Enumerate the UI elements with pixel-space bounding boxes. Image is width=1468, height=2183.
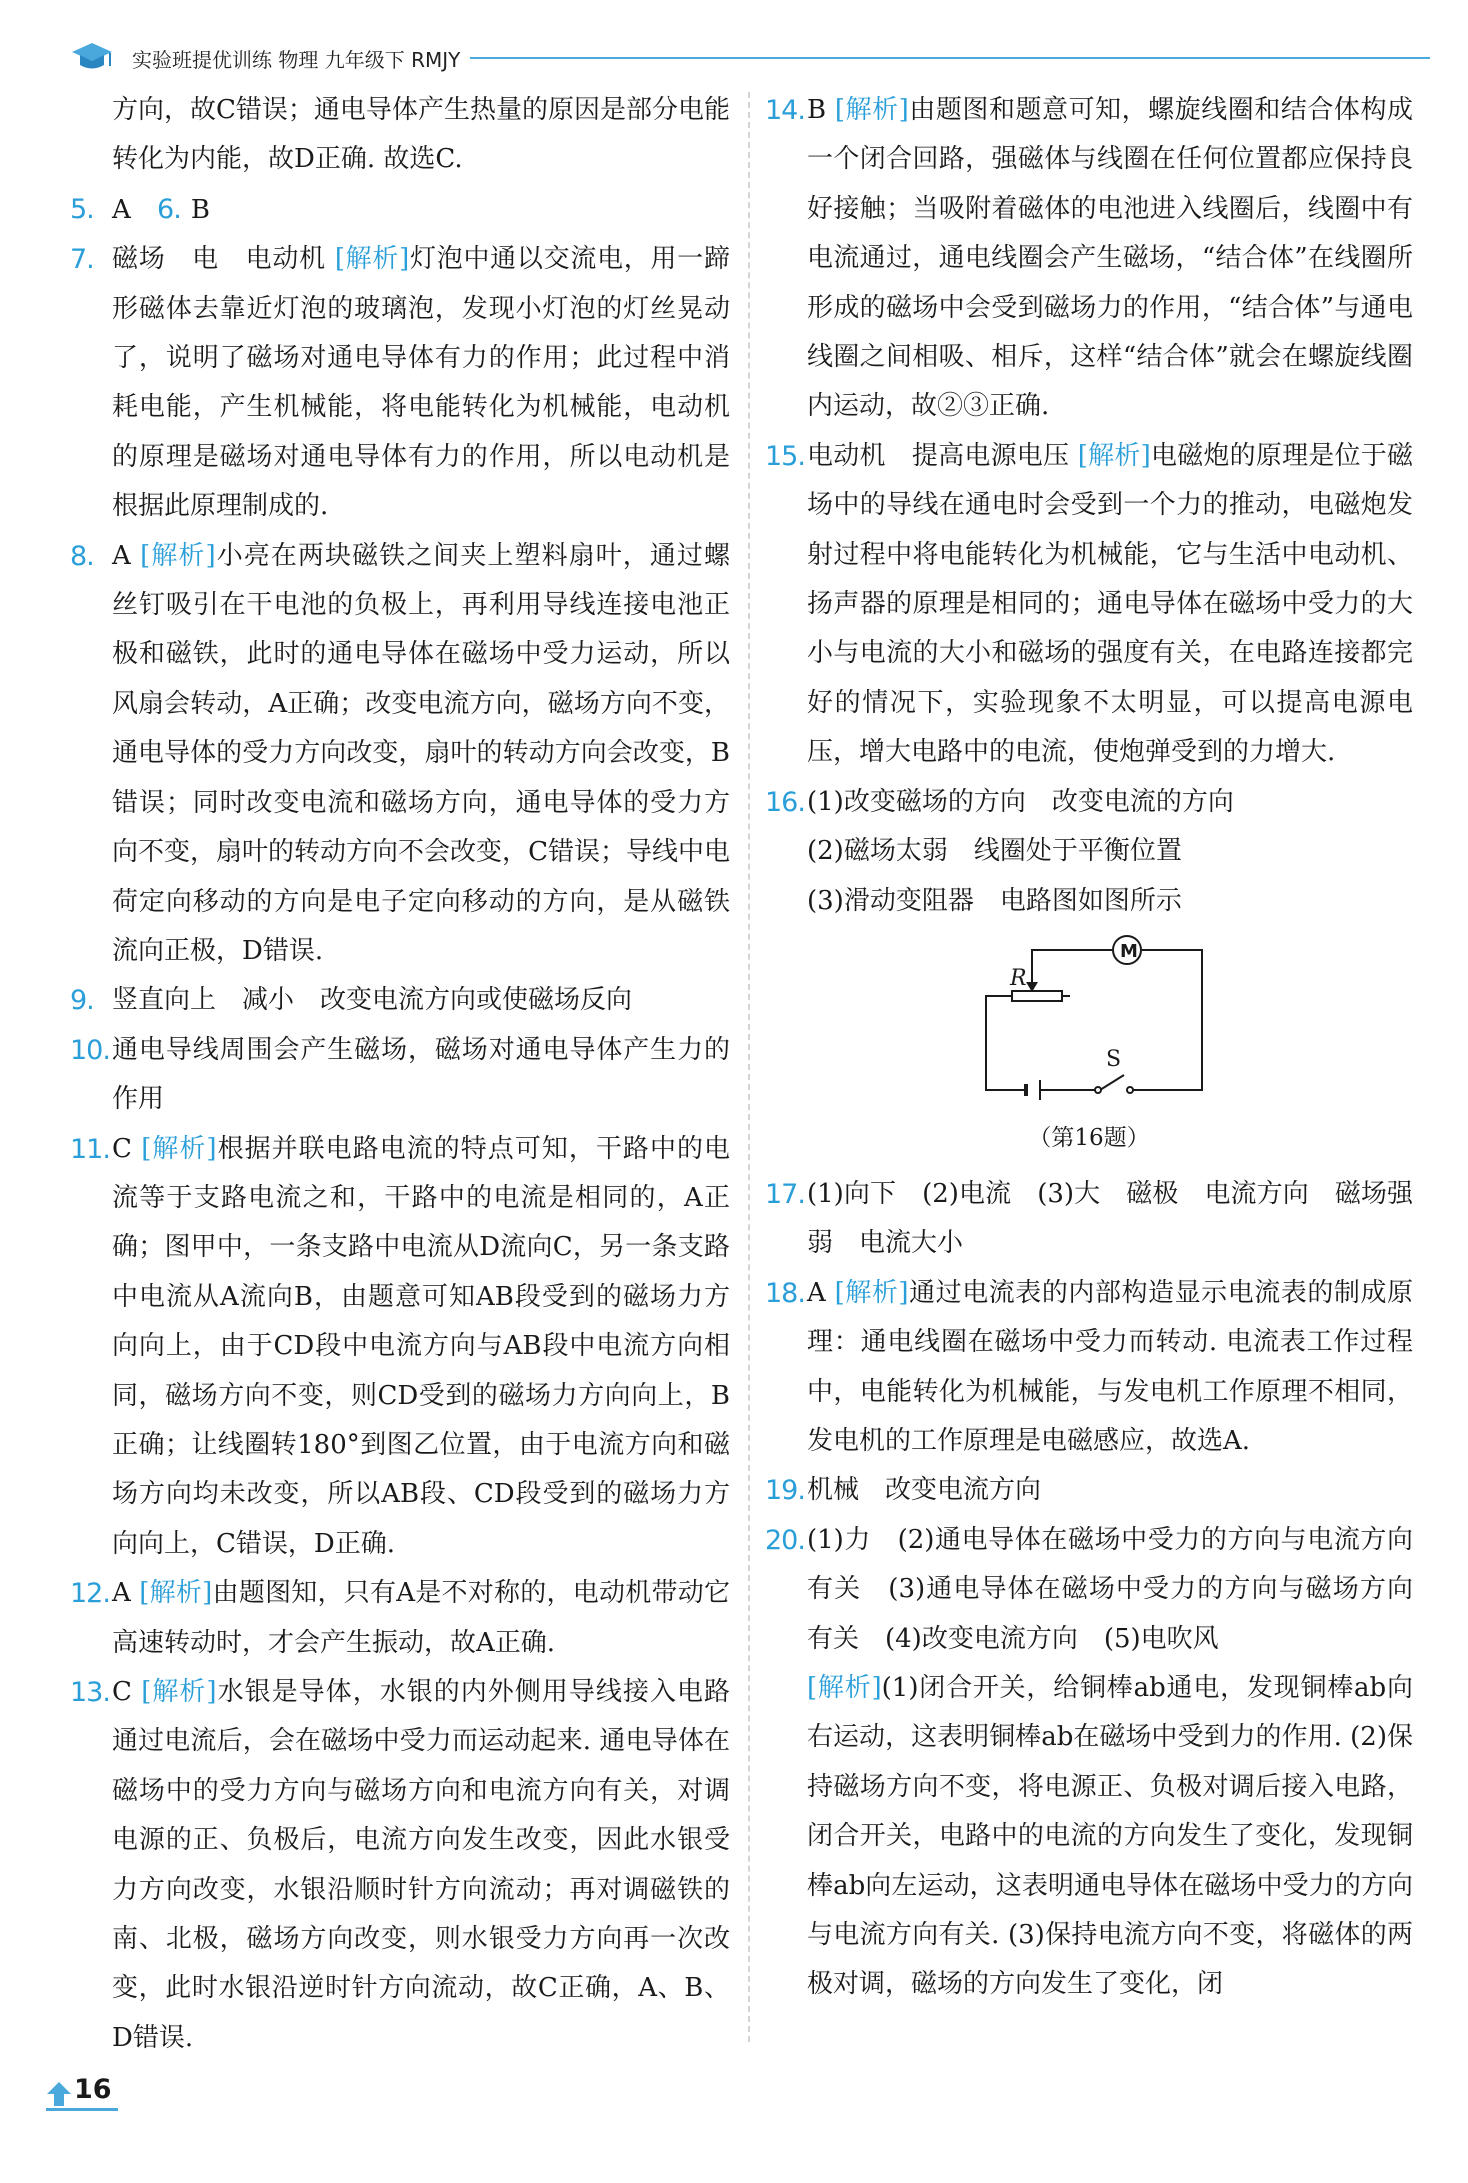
item-number: 10. (70, 1034, 110, 1066)
item-number: 5. (70, 193, 94, 225)
page-number-badge (46, 2070, 116, 2114)
item-answer: 电动机 提高电源电压 (807, 440, 1070, 471)
right-column (765, 86, 1413, 2010)
answer-item-7 (70, 235, 730, 531)
answer-item-17 (765, 1170, 1413, 1269)
analysis-tag: [解析] (1077, 440, 1151, 471)
item-answer: 磁场 电 电动机 (112, 244, 326, 275)
item-analysis: (1)闭合开关，给铜棒ab通电，发现铜棒ab向右运动，这表明铜棒ab在磁场中受到力的作用. (2)保持磁场方向不变，将电源正、负极对调后接入电路，闭合开关，电路中的电流的方向发生了变化，发现铜棒ab向左运动，这表明通电导体在磁场中受力的方向与电流方向有关. (3)保持电流方向不变，将磁体的两极对调，磁场的方向发生了变化，闭 (807, 1672, 1413, 2000)
item-analysis: 小亮在两块磁铁之间夹上塑料扇叶，通过螺丝钉吸引在干电池的负极上，再利用导线连接电池正极和磁铁，此时的通电导体在磁场中受力运动，所以风扇会转动，A正确；改变电流方向，磁场方向不变，通电导体的受力方向改变，扇叶的转动方向会改变，B错误；同时改变电流和磁场方向，通电导体的受力方向不变，扇叶的转动方向不会改变，C错误；导线中电荷定向移动的方向是电子定向移动的方向，是从磁铁流向正极，D错误. (112, 540, 730, 966)
item-number: 7. (70, 244, 94, 276)
analysis-tag: [解析] (834, 95, 909, 125)
item-answer: 机械 改变电流方向 (807, 1475, 1042, 1506)
item-answer: 通电导线周围会产生磁场，磁场对通电导体产生力的作用 (112, 1034, 730, 1115)
page-number: 16 (74, 2074, 112, 2105)
item-number: 19. (765, 1475, 805, 1507)
item-analysis: 根据并联电路电流的特点可知，干路中的电流等于支路电流之和，干路中的电流是相同的，A正确；图甲中，一条支路中电流从D流向C，另一条支路中电流从A流向B，由题意可知AB段受到的磁场力方向向上，由于CD段中电流方向与AB段中电流方向相同，磁场方向不变，则CD受到的磁场力方向向上，B正确；让线圈转180°到图乙位置，由于电流方向和磁场方向均未改变，所以AB段、CD段受到的磁场力方向向上，C错误，D正确. (112, 1133, 730, 1559)
graduation-cap-icon (70, 40, 114, 74)
item-number: 13. (70, 1677, 110, 1708)
answer-item-5-6 (70, 185, 730, 235)
item-answer: B (807, 95, 827, 125)
item-answer: A (112, 194, 131, 225)
circuit-diagram (980, 930, 1220, 1110)
analysis-tag: [解析] (140, 540, 216, 571)
analysis-tag: [解析] (139, 1578, 213, 1609)
item-answer: (1)向下 (2)电流 (3)大 磁极 电流方向 磁场强弱 电流大小 (807, 1178, 1413, 1259)
continuation-text: 方向，故C错误；通电导体产生热量的原因是部分电能转化为内能，故D正确. 故选C. (112, 95, 730, 175)
item-number: 20. (765, 1524, 805, 1556)
item-part-3: (3)滑动变阻器 电路图如图所示 (807, 885, 1182, 916)
answer-item-13 (70, 1668, 730, 2063)
item-analysis: 由题图知，只有A是不对称的，电动机带动它高速转动时，才会产生振动，故A正确. (112, 1578, 731, 1658)
analysis-tag: [解析] (334, 244, 410, 275)
book-title: 实验班提优训练 物理 九年级下 RMJY (132, 48, 461, 72)
answer-item-11 (70, 1125, 730, 1570)
item-analysis: 电磁炮的原理是位于磁场中的导线在通电时会受到一个力的推动，电磁炮发射过程中将电能转化为机械能，它与生活中电动机、扬声器的原理是相同的；通电导体在磁场中受力的大小与电流的大小和磁场的强度有关，在电路连接都完好的情况下，实验现象不太明显，可以提高电源电压，增大电路中的电流，使炮弹受到的力增大. (807, 440, 1413, 768)
column-divider (748, 92, 750, 2042)
answer-item-12 (70, 1569, 730, 1668)
answer-item-9 (70, 976, 730, 1025)
answer-item-19 (765, 1466, 1413, 1515)
item-answer: A (807, 1277, 826, 1308)
item-analysis: 水银是导体，水银的内外侧用导线接入电路通过电流后，会在磁场中受力而运动起来. 通电导体在磁场中的受力方向与磁场方向和电流方向有关，对调电源的正、负极后，电流方向发生改变，因此水银受力方向改变，水银沿顺时针方向流动；再对调磁铁的南、北极，磁场方向改变，则水银受力方向再一次改变，此时水银沿逆时针方向流动，故C正确，A、B、D错误. (112, 1677, 730, 2053)
page-header (70, 38, 1430, 78)
item-answer: 竖直向上 减小 改变电流方向或使磁场反向 (112, 985, 633, 1016)
left-column (70, 86, 730, 2063)
answer-item-16 (765, 778, 1413, 926)
circuit-figure (765, 930, 1413, 1170)
item-number: 16. (765, 786, 805, 818)
answer-item-8 (70, 532, 730, 977)
item-part-2: (2)磁场太弱 线圈处于平衡位置 (807, 836, 1182, 867)
resistor-label: R (1010, 965, 1027, 991)
item-number: 18. (765, 1277, 805, 1309)
item-number: 6. (157, 193, 181, 225)
answer-item-18 (765, 1269, 1413, 1467)
answer-item-14 (765, 86, 1413, 432)
answer-item-20 (765, 1516, 1413, 2010)
item-analysis: 由题图和题意可知，螺旋线圈和结合体构成一个闭合回路，强磁体与线圈在任何位置都应保持良好接触；当吸附着磁体的电池进入线圈后，线圈中有电流通过，通电线圈会产生磁场，“结合体”在线圈所形成的磁场中会受到磁场力的作用，“结合体”与通电线圈之间相吸、相斥，这样“结合体”就会在螺旋线圈内运动，故②③正确. (807, 95, 1413, 422)
answer-item-15 (765, 432, 1413, 778)
item-answer: A (112, 540, 131, 571)
analysis-tag: [解析] (807, 1672, 882, 1703)
item-number: 12. (70, 1578, 110, 1610)
item-number: 14. (765, 95, 805, 126)
item-answer: (1)力 (2)通电导体在磁场中受力的方向与电流方向有关 (3)通电导体在磁场中受力的方向与磁场方向有关 (4)改变电流方向 (5)电吹风 (807, 1524, 1413, 1654)
item-number: 17. (765, 1178, 805, 1210)
item-analysis: 灯泡中通以交流电，用一蹄形磁体去靠近灯泡的玻璃泡，发现小灯泡的灯丝晃动了，说明了磁场对通电导体有力的作用；此过程中消耗电能，产生机械能，将电能转化为机械能，电动机的原理是磁场对通电导体有力的作用，所以电动机是根据此原理制成的. (112, 244, 730, 522)
page-number-underline (46, 2108, 118, 2111)
item-part-1: (1)改变磁场的方向 改变电流的方向 (807, 786, 1234, 817)
item-number: 15. (765, 440, 805, 472)
switch-label: S (1106, 1046, 1122, 1072)
motor-label: M (1120, 940, 1138, 962)
item-number: 8. (70, 540, 94, 572)
item-number: 9. (70, 985, 94, 1017)
analysis-tag: [解析] (834, 1277, 909, 1308)
up-arrow-icon (46, 2080, 72, 2108)
item-number: 11. (70, 1133, 110, 1165)
item-answer: B (190, 194, 210, 225)
item-answer: C (112, 1677, 132, 1707)
item-answer: C (112, 1133, 132, 1164)
header-rule (470, 57, 1430, 59)
analysis-tag: [解析] (141, 1133, 217, 1164)
item-answer: A (112, 1578, 131, 1609)
figure-caption: （第16题） (1028, 1124, 1150, 1151)
answer-item-10 (70, 1026, 730, 1125)
item-analysis: 通过电流表的内部构造显示电流表的制成原理：通电线圈在磁场中受力而转动. 电流表工作过程中，电能转化为机械能，与发电机工作原理不相同，发电机的工作原理是电磁感应，故选A. (807, 1277, 1413, 1456)
analysis-tag: [解析] (141, 1677, 217, 1707)
